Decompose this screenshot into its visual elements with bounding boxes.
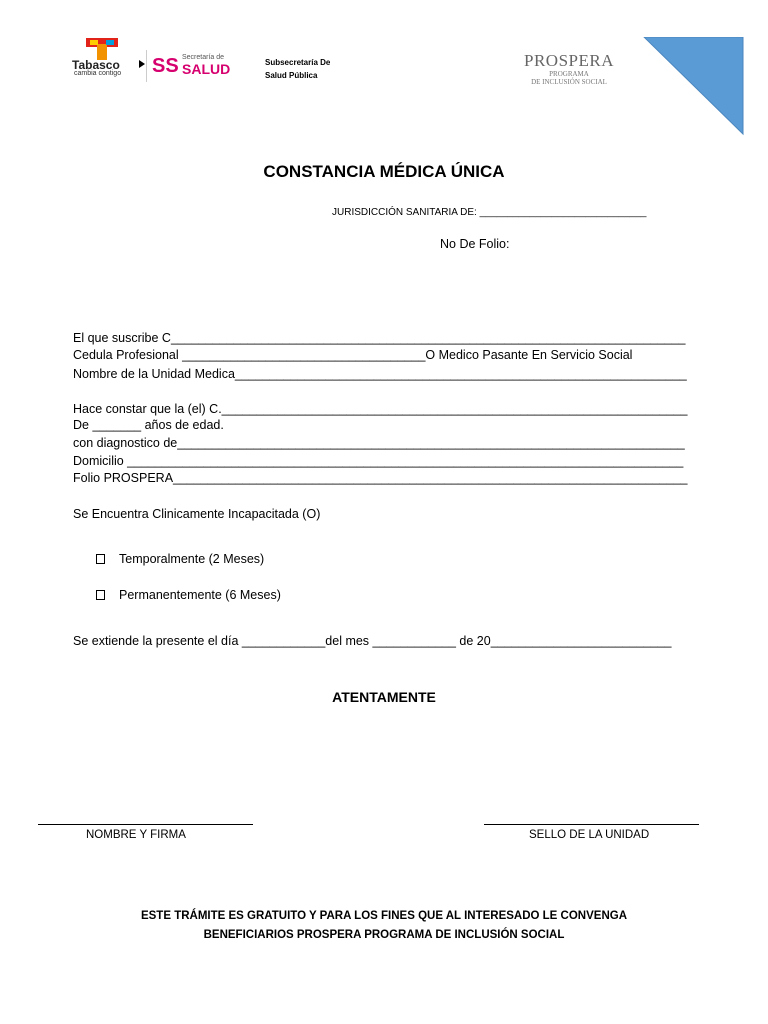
extiende-field[interactable]: Se extiende la presente el día ____________del mes ____________ de 20__________________________ <box>73 634 672 648</box>
firma-signature-line[interactable] <box>38 824 253 825</box>
jurisdiccion-field[interactable]: JURISDICCIÓN SANITARIA DE: ______________________________ <box>332 207 647 218</box>
subsecretaria-line2: Salud Pública <box>265 71 318 80</box>
tabasco-slogan: cambia contigo <box>74 70 122 77</box>
footer-line2: BENEFICIARIOS PROSPERA PROGRAMA DE INCLUSIÓN SOCIAL <box>203 929 565 941</box>
prospera-logo-text: PROSPERA <box>524 51 614 70</box>
footer-line1: ESTE TRÁMITE ES GRATUITO Y PARA LOS FINES QUE AL INTERESADO LE CONVENGA <box>140 910 628 922</box>
prospera-sub-line1: PROGRAMA <box>549 70 589 78</box>
permanente-checkbox[interactable] <box>96 590 105 600</box>
logo-divider <box>146 50 147 82</box>
svg-text:SS: SS <box>152 55 179 76</box>
diagnostico-field[interactable]: con diagnostico de_________________________________________________________________________ <box>73 436 685 450</box>
arrow-icon <box>139 60 145 68</box>
subsecretaria-label <box>265 56 330 82</box>
temporal-checkbox[interactable] <box>96 554 105 564</box>
prospera-sub-line2: DE INCLUSIÓN SOCIAL <box>531 78 607 86</box>
salud-logo <box>152 54 236 78</box>
edad-field[interactable]: De _______ años de edad. <box>73 418 224 432</box>
domicilio-field[interactable]: Domicilio ________________________________________________________________________________ <box>73 454 684 468</box>
temporal-label: Temporalmente (2 Meses) <box>119 552 265 566</box>
nombre-firma-label: NOMBRE Y FIRMA <box>86 829 186 841</box>
salud-logo-big: SALUD <box>182 61 231 77</box>
atentamente-heading: ATENTAMENTE <box>332 689 436 705</box>
ss-mark-icon <box>152 54 180 76</box>
incapacitada-label: Se Encuentra Clinicamente Incapacitada (O) <box>73 507 321 521</box>
folio-label: No De Folio: <box>440 237 510 251</box>
hace-constar-field[interactable]: Hace constar que la (el) C.___________________________________________________________________ <box>73 402 688 416</box>
folio-prospera-field[interactable]: Folio PROSPERA__________________________________________________________________________ <box>73 471 688 485</box>
unidad-field[interactable]: Nombre de la Unidad Medica_________________________________________________________________ <box>73 367 687 381</box>
cedula-field[interactable]: Cedula Profesional ___________________________________O Medico Pasante En Servicio Social <box>73 348 633 362</box>
sello-label: SELLO DE LA UNIDAD <box>529 829 650 841</box>
permanente-label: Permanentemente (6 Meses) <box>119 588 281 602</box>
salud-logo-small: Secretaría de <box>182 54 225 61</box>
tabasco-logo-text: Tabasco <box>72 58 120 72</box>
suscribe-field[interactable]: El que suscribe C__________________________________________________________________________ <box>73 331 686 345</box>
page-title: CONSTANCIA MÉDICA ÚNICA <box>263 162 505 181</box>
sello-signature-line[interactable] <box>484 824 699 825</box>
subsecretaria-line1: Subsecretaría De <box>265 58 331 67</box>
corner-triangle-icon <box>640 37 744 137</box>
prospera-subtitle <box>528 70 610 86</box>
